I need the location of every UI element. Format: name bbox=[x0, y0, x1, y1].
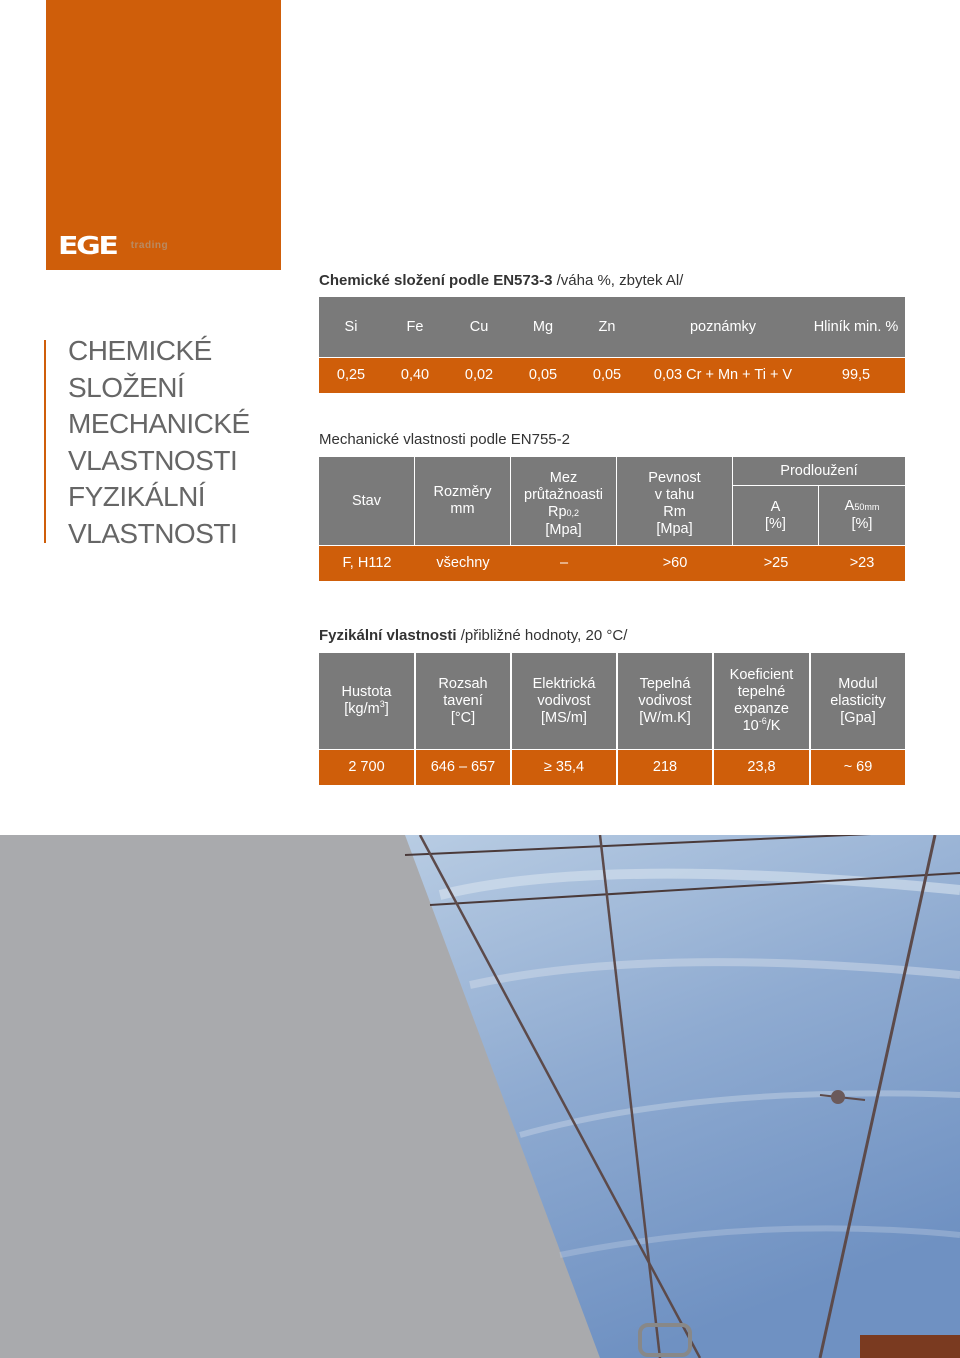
side-title-line: MECHANICKÉ bbox=[68, 408, 250, 439]
phys-value-modul: ~ 69 bbox=[811, 750, 905, 785]
chem-header-al: Hliník min. % bbox=[813, 318, 899, 335]
phys-header-hustota-unit-sup: 3 bbox=[379, 699, 385, 710]
section-titles bbox=[68, 333, 308, 552]
mech-value-mez: – bbox=[559, 555, 569, 571]
phys-header-koeficient-base: 10 bbox=[742, 718, 759, 734]
phys-value-elektricka: ≥ 35,4 bbox=[512, 750, 616, 785]
chem-header-fe: Fe bbox=[406, 318, 424, 335]
mech-header-prodlouzeni-group bbox=[733, 457, 905, 545]
phys-header-elektricka-line: vodivost bbox=[537, 692, 591, 709]
side-accent-bar bbox=[44, 340, 46, 543]
mech-header-pevnost-line: Pevnost bbox=[648, 470, 701, 486]
phys-header-hustota-unit bbox=[344, 701, 389, 718]
mech-header-pevnost-unit: [Mpa] bbox=[656, 521, 693, 537]
chem-header-row bbox=[319, 297, 905, 357]
logo bbox=[58, 231, 168, 260]
chem-value-si: 0,25 bbox=[336, 367, 366, 383]
chem-header-notes: poznámky bbox=[689, 318, 757, 335]
phys-header-tepelna bbox=[618, 653, 712, 749]
chem-value-cu: 0,02 bbox=[464, 367, 494, 383]
chem-value-notes: 0,03 Cr + Mn + Ti + V bbox=[653, 367, 793, 383]
phys-header-koeficient-line: Koeficient bbox=[729, 667, 794, 683]
chem-title-note: /váha %, zbytek Al/ bbox=[552, 272, 684, 289]
mech-header-rozmery-line: Rozměry bbox=[433, 484, 492, 500]
phys-header-koeficient-per: /K bbox=[766, 718, 781, 734]
mech-header-mez-symbol bbox=[548, 504, 579, 522]
phys-value-koeficient: 23,8 bbox=[714, 750, 809, 785]
phys-header-modul-unit: [Gpa] bbox=[840, 709, 876, 726]
phys-header-elektricka-line: Elektrická bbox=[532, 675, 596, 692]
mech-header-a bbox=[733, 486, 819, 545]
chem-header-zn: Zn bbox=[598, 318, 616, 335]
mech-header-rozmery bbox=[415, 457, 511, 545]
chem-value-mg: 0,05 bbox=[528, 367, 558, 383]
phys-title-note: /přibližné hodnoty, 20 °C/ bbox=[456, 627, 628, 644]
chem-value-row bbox=[319, 358, 905, 393]
chem-value-al: 99,5 bbox=[841, 367, 871, 383]
mech-header-prodlouzeni: Prodloužení bbox=[733, 457, 905, 486]
phys-header-tepelna-line: vodivost bbox=[638, 692, 692, 709]
phys-header-hustota-line: Hustota bbox=[341, 684, 392, 700]
chem-title-bold: Chemické složení podle EN573-3 bbox=[319, 272, 553, 289]
phys-header-rozsah-line: Rozsah bbox=[438, 675, 488, 692]
phys-header-rozsah-line: tavení bbox=[443, 692, 483, 709]
chem-title bbox=[319, 272, 683, 289]
phys-header-elektricka bbox=[512, 653, 616, 749]
phys-header-hustota bbox=[319, 653, 414, 749]
mech-value-stav: F, H112 bbox=[342, 555, 392, 571]
phys-header-rozsah-unit: [°C] bbox=[450, 709, 476, 726]
phys-header-modul-line: elasticity bbox=[830, 692, 886, 709]
phys-value-row bbox=[319, 750, 905, 785]
phys-header-koeficient-unit bbox=[743, 718, 781, 735]
phys-value-rozsah: 646 – 657 bbox=[416, 750, 510, 785]
mech-header-mez bbox=[511, 457, 617, 545]
mech-header-pevnost-line: Rm bbox=[663, 504, 686, 520]
mech-header-a50-a: A bbox=[844, 498, 855, 514]
chem-header-si: Si bbox=[344, 318, 358, 335]
phys-header-hustota-unit-a: [kg/m bbox=[344, 701, 380, 717]
phys-title-bold: Fyzikální vlastnosti bbox=[319, 627, 457, 644]
side-title-line: VLASTNOSTI bbox=[68, 444, 238, 476]
side-title-line: SLOŽENÍ bbox=[68, 371, 185, 403]
phys-header-elektricka-unit: [MS/m] bbox=[541, 709, 587, 726]
mech-header-a50-symbol bbox=[845, 498, 880, 516]
overhead-line-photo bbox=[0, 835, 960, 1358]
mech-header-a50 bbox=[819, 486, 905, 545]
phys-title bbox=[319, 627, 627, 644]
phys-header-koeficient bbox=[714, 653, 809, 749]
mech-title: Mechanické vlastnosti podle EN755-2 bbox=[319, 431, 570, 448]
chem-header-mg: Mg bbox=[532, 318, 554, 335]
mech-header-row bbox=[319, 457, 905, 545]
side-title-line: FYZIKÁLNÍ bbox=[68, 481, 206, 512]
phys-header-koeficient-line: tepelné bbox=[737, 684, 786, 700]
logo-mark: EGE bbox=[58, 231, 117, 260]
mech-header-rozmery-unit: mm bbox=[450, 501, 475, 517]
mech-value-a50: >23 bbox=[849, 555, 875, 571]
chem-value-zn: 0,05 bbox=[592, 367, 622, 383]
mech-value-row bbox=[319, 546, 905, 581]
phys-header-row bbox=[319, 653, 905, 749]
mech-value-rozmery: všechny bbox=[436, 555, 490, 571]
phys-header-tepelna-line: Tepelná bbox=[639, 675, 691, 692]
side-title-line: CHEMICKÉ bbox=[68, 335, 212, 366]
chem-value-fe: 0,40 bbox=[400, 367, 430, 383]
logo-subtitle: trading bbox=[130, 240, 169, 251]
phys-header-hustota-unit-b: ] bbox=[384, 701, 389, 717]
mech-header-a50-unit: [%] bbox=[851, 516, 873, 532]
mech-header-mez-sub: 0,2 bbox=[566, 507, 580, 518]
chem-header-cu: Cu bbox=[469, 318, 489, 335]
side-title-line: VLASTNOSTI bbox=[68, 517, 238, 549]
mech-header-a-symbol: A bbox=[770, 498, 781, 515]
phys-header-koeficient-exp: -6 bbox=[758, 716, 767, 727]
mech-header-a50-sub: 50mm bbox=[854, 502, 880, 512]
mech-header-mez-line: průtažnoasti bbox=[524, 486, 603, 503]
mech-header-stav: Stav bbox=[319, 457, 415, 545]
mech-header-pevnost bbox=[617, 457, 733, 545]
phys-header-modul bbox=[811, 653, 905, 749]
mech-header-mez-line: Mez bbox=[549, 469, 578, 486]
mech-header-mez-unit: [Mpa] bbox=[545, 521, 582, 538]
mech-header-mez-rp: Rp bbox=[547, 503, 567, 520]
phys-header-modul-line: Modul bbox=[838, 675, 878, 692]
mech-header-pevnost-line: v tahu bbox=[654, 487, 695, 503]
mech-header-a-unit: [%] bbox=[765, 515, 786, 532]
mech-header-prodlouzeni-sub bbox=[733, 486, 905, 545]
brand-block bbox=[46, 0, 281, 270]
mech-value-pevnost: >60 bbox=[662, 555, 688, 571]
phys-value-hustota: 2 700 bbox=[319, 750, 414, 785]
photo-illustration bbox=[0, 835, 960, 1358]
phys-header-rozsah bbox=[416, 653, 510, 749]
phys-header-tepelna-unit: [W/m.K] bbox=[639, 709, 691, 726]
phys-header-koeficient-line: expanze bbox=[734, 701, 789, 717]
phys-value-tepelna: 218 bbox=[618, 750, 712, 785]
mech-value-a: >25 bbox=[763, 555, 789, 571]
